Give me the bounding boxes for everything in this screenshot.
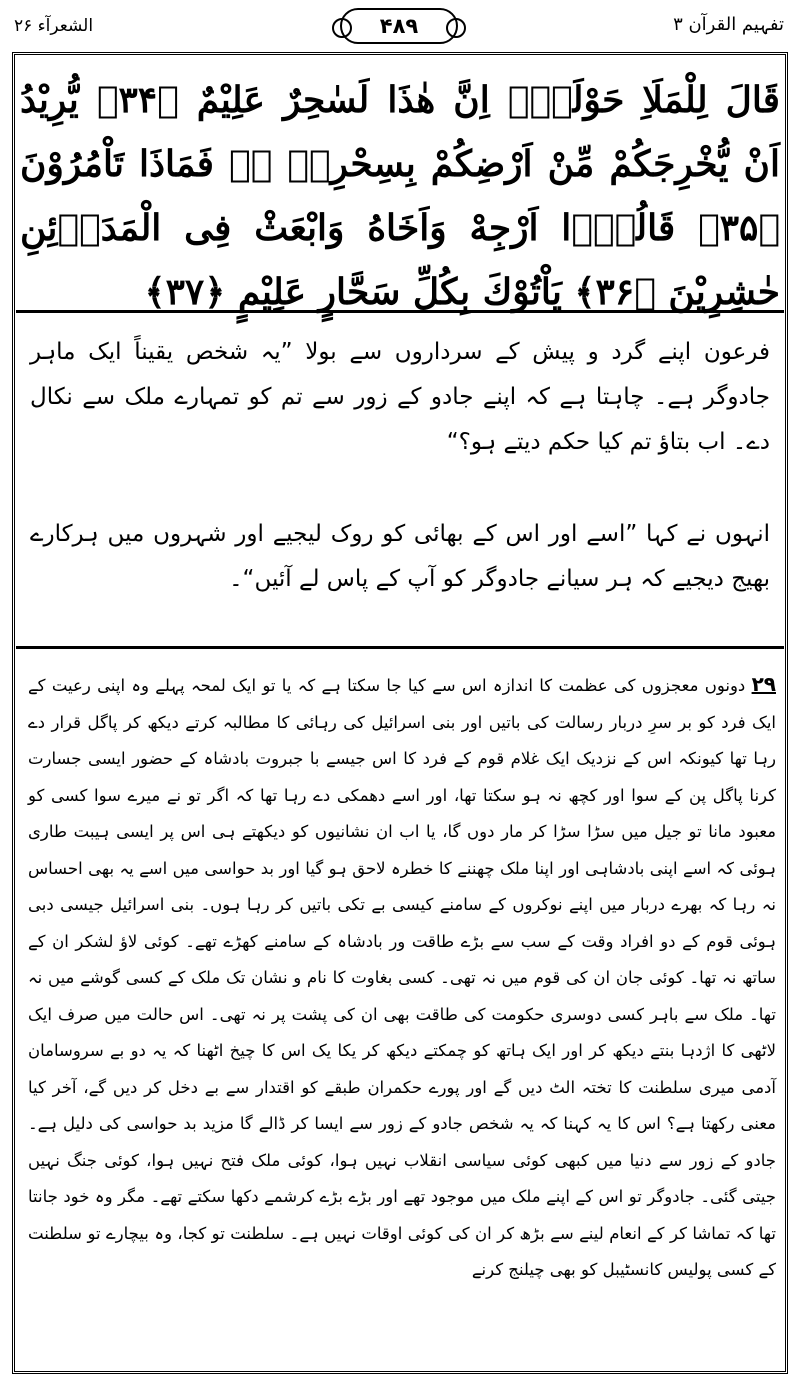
book-title: تفہیم القرآن ۳ (673, 14, 784, 35)
page-header (6, 4, 794, 48)
divider-top (16, 310, 784, 313)
divider-commentary (16, 646, 784, 649)
translation-paragraph-2: انہوں نے کہا ”اسے اور اس کے بھائی کو روک لیجیے اور شہروں میں ہرکارے بھیج دیجیے کہ ہر سیانے جادوگر کو آپ کے پاس لے آئیں“۔ (30, 521, 770, 592)
arabic-verses: قَالَ لِلْمَلَاِ حَوْلَهٗۤ اِنَّ هٰذَا لَسٰحِرٌ عَلِيْمٌ ﴿۳۴﴾ يُّرِيْدُ اَنْ يُّخْرِجَكُمْ مِّنْ اَرْضِكُمْ بِسِحْرِهٖ ۖۗ فَمَاذَا تَاْمُرُوْنَ ﴿۳۵﴾ قَالُوْۤا اَرْجِهْ وَاَخَاهُ وَابْعَثْ فِى الْمَدَاۤئِنِ حٰشِرِيْنَ ﴿۳۶﴾ يَاْتُوْكَ بِكُلِّ سَحَّارٍ عَلِيْمٍ ﴿۳۷﴾ (20, 79, 780, 313)
translation-paragraph-1: فرعون اپنے گرد و پیش کے سرداروں سے بولا ”یہ شخص یقیناً ایک ماہر جادوگر ہے۔ چاہتا ہے کہ اپنے جادو کے زور سے تم کو تمہارے ملک سے نکال دے۔ اب بتاؤ تم کیا حکم دیتے ہو؟“ (30, 339, 770, 455)
surah-reference: الشعرآء ۲۶ (14, 16, 94, 36)
note-text: دونوں معجزوں کی عظمت کا اندازہ اس سے کیا جا سکتا ہے کہ یا تو ایک لمحہ پہلے وہ اپنی رعیت کے ایک فرد کو بر سرِ دربار رسالت کی باتیں اور بنی اسرائیل کی رہائی کا مطالبہ کرتے دیکھ کر پاگل قرار دے رہا تھا کیونکہ اس کے نزدیک ایک غلام قوم کے فرد کا اس جیسے با جبروت بادشاہ کے حضور ایسی جسارت کرنا پاگل پن کے سوا اور کچھ نہ ہو سکتا تھا، اور اسے دھمکی دے رہا تھا کہ اگر تو نے میرے سوا کسی کو معبود مانا تو جیل میں سڑا سڑا کر مار دوں گا، یا اب ان نشانیوں کو دیکھتے ہی اس پر ایسی ہیبت طاری ہوئی کہ اسے اپنی بادشاہی اور اپنا ملک چھننے کا خطرہ لاحق ہو گیا اور بد حواسی میں اسے یہ بھی احساس نہ رہا کہ بھرے دربار میں اپنے نوکروں کے سامنے کیسی بے تکی باتیں کر رہا ہوں۔ بنی اسرائیل جیسی دبی ہوئی قوم کے دو افراد وقت کے سب سے بڑے طاقت ور بادشاہ کے سامنے کھڑے تھے۔ کوئی لاؤ لشکر ان کے ساتھ نہ تھا۔ کوئی جان ان کی قوم میں نہ تھی۔ کسی بغاوت کا نام و نشان تک ملک کے کسی گوشے میں نہ تھا۔ ملک سے باہر کسی دوسری حکومت کی طاقت بھی ان کی پشت پر نہ تھی۔ اس حالت میں صرف ایک لاٹھی کا اژدہا بنتے دیکھ کر اور ایک ہاتھ کو چمکتے دیکھ کر یکا یک اس کا چیخ اٹھنا کہ یہ دو بے سروسامان آدمی میری سلطنت کا تختہ الٹ دیں گے اور پورے حکمران طبقے کو اقتدار سے بے دخل کر دیں گے، آخر کیا معنی رکھتا ہے؟ اس کا یہ کہنا کہ یہ شخص جادو کے زور سے ایسا کر ڈالے گا مزید بد حواسی کی دلیل ہے۔ جادو کے زور سے دنیا میں کبھی کوئی سیاسی انقلاب نہیں ہوا، کوئی ملک فتح نہیں ہوا، کوئی جنگ نہیں جیتی گئی۔ جادوگر تو اس کے اپنے ملک میں موجود تھے اور بڑے بڑے کرشمے دکھا سکتے تھے۔ مگر وہ خود جانتا تھا کہ تماشا کر کے انعام لینے سے بڑھ کر ان کی کوئی اوقات نہیں ہے۔ سلطنت تو کجا، وہ بیچارے تو سلطنت کے کسی پولیس کانسٹیبل کو بھی چیلنج کرنے (28, 676, 776, 1279)
book-page (6, 4, 794, 1376)
commentary-note (28, 666, 776, 1289)
page-number: ۴۸۹ (340, 8, 458, 44)
note-number: ۲۹ (751, 672, 776, 696)
